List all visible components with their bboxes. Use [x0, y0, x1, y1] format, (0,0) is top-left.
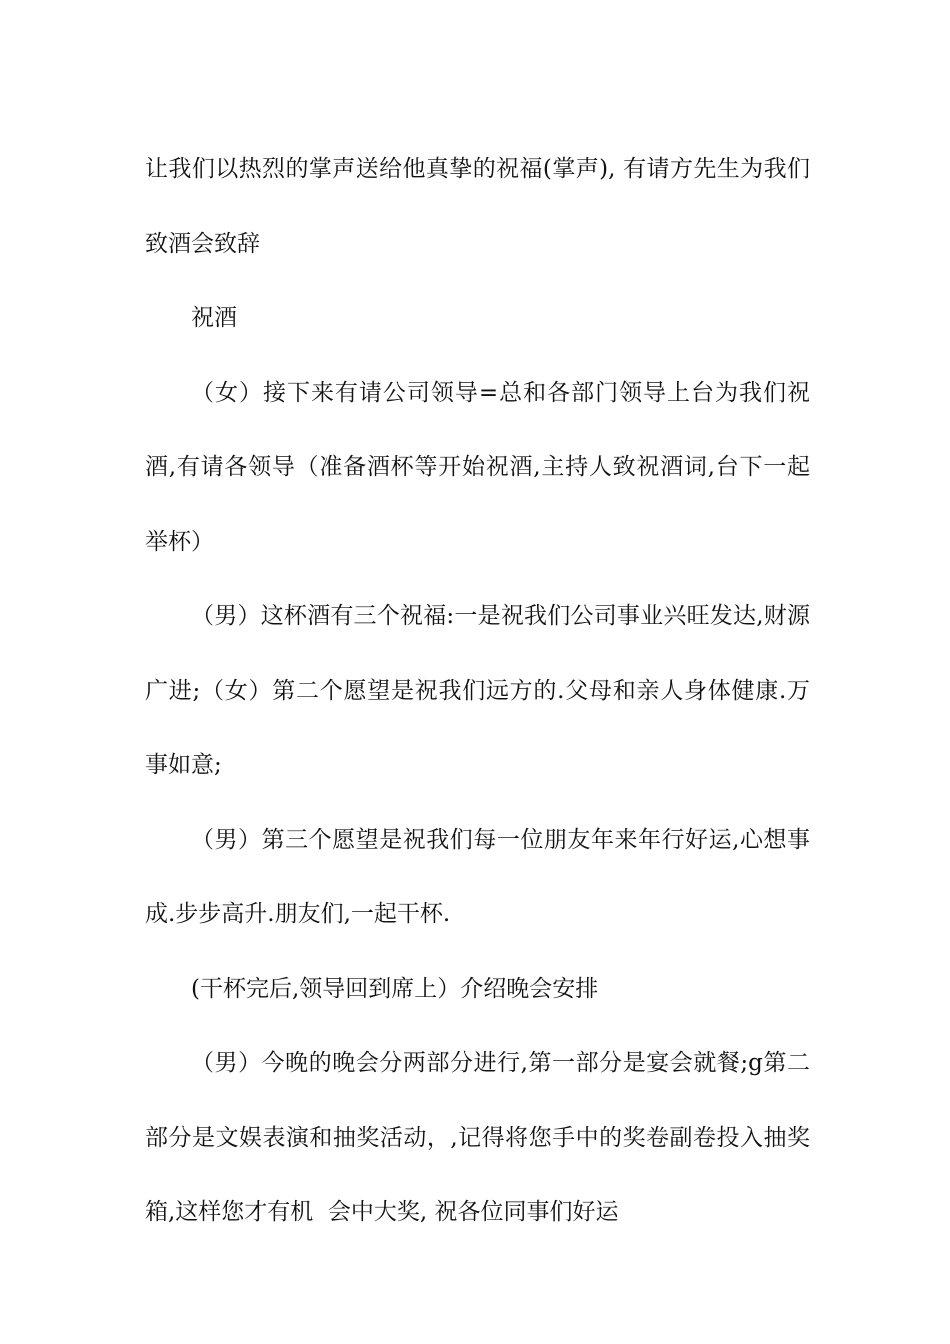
paragraph-evening-program: （男）今晚的晚会分两部分进行,第一部分是宴会就餐;g第二部分是文娱表演和抽奖活动，,记得将您手中的奖卷副卷投入抽奖箱,这样您才有机 会中大奖, 祝各位同事们好运 [145, 1050, 810, 1225]
document-body [145, 132, 810, 1250]
paragraph-leaders-toast: （女）接下来有请公司领导=总和各部门领导上台为我们祝酒,有请各领导（准备酒杯等开始祝酒,主持人致祝酒词,台下一起举杯） [145, 379, 810, 555]
paragraph-third-wish: （男）第三个愿望是祝我们每一位朋友年来年行好运,心想事成.步步高升.朋友们,一起干杯. [145, 826, 810, 927]
paragraph-evening-arrangement: (干杯完后,领导回到席上）介绍晚会安排 [191, 975, 599, 1002]
paragraph-applause-invitation: 让我们以热烈的掌声送给他真挚的祝福(掌声), 有请方先生为我们致酒会致辞 [145, 156, 810, 257]
paragraph-three-blessings: （男）这杯酒有三个祝福:一是祝我们公司事业兴旺发达,财源广进;（女）第二个愿望是祝我们远方的.父母和亲人身体健康.万事如意; [145, 603, 810, 778]
paragraph-toast-heading: 祝酒 [191, 305, 237, 331]
